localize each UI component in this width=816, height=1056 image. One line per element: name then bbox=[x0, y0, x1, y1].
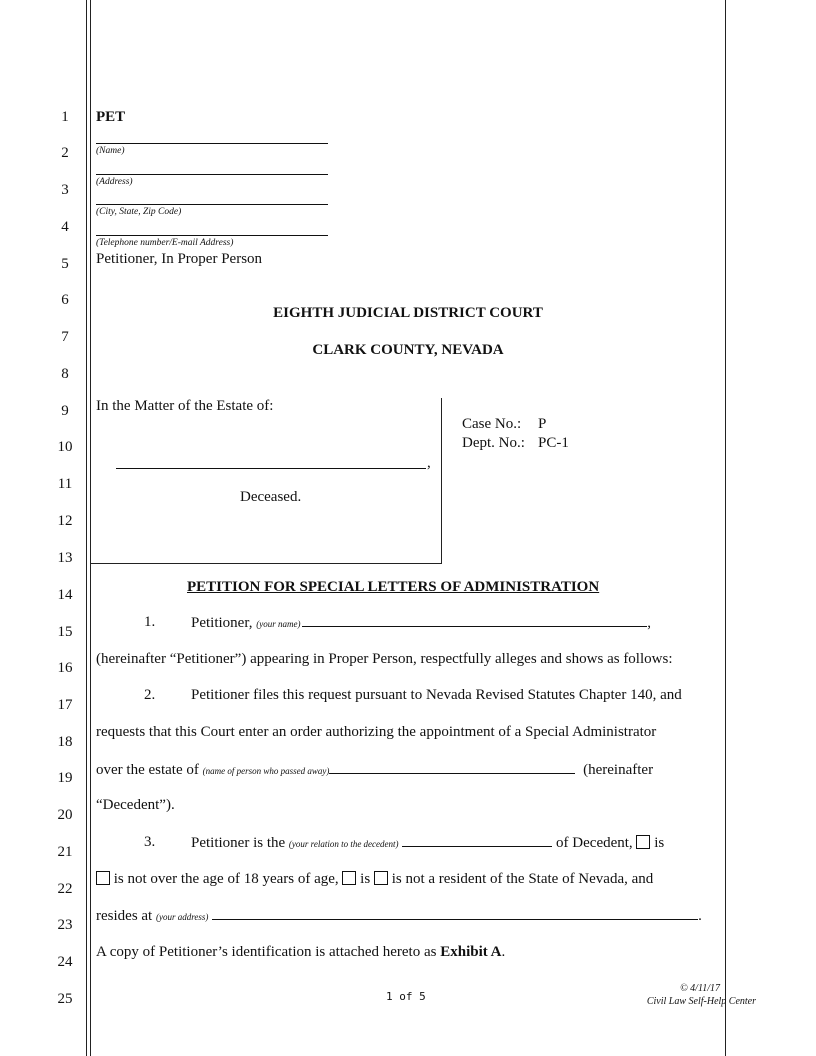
p3-is: is bbox=[654, 835, 665, 851]
p2-hint: (name of person who passed away) bbox=[202, 766, 330, 776]
p2-line3 bbox=[96, 761, 653, 779]
city-label: (City, State, Zip Code) bbox=[96, 207, 182, 217]
line-number: 16 bbox=[57, 660, 73, 676]
line-number: 14 bbox=[57, 587, 73, 603]
court-county: CLARK COUNTY, NEVADA bbox=[312, 342, 504, 358]
line-number: 23 bbox=[57, 917, 73, 933]
line-number: 6 bbox=[61, 292, 69, 308]
p1-continuation: (hereinafter “Petitioner”) appearing in Proper Person, respectfully alleges and shows as follows: bbox=[96, 651, 673, 667]
p3-line1 bbox=[191, 834, 664, 852]
nv-resident-checkbox[interactable] bbox=[342, 871, 356, 885]
caption-bottom-border bbox=[91, 563, 442, 564]
name-label: (Name) bbox=[96, 146, 125, 156]
footer-center: Civil Law Self-Help Center bbox=[646, 996, 756, 1007]
address-label: (Address) bbox=[96, 177, 133, 187]
line-number: 10 bbox=[57, 439, 73, 455]
line-number: 22 bbox=[57, 881, 73, 897]
line-number: 1 bbox=[61, 109, 69, 125]
p3-hint2: (your address) bbox=[155, 912, 209, 922]
p2-line3-b: (hereinafter bbox=[583, 762, 654, 778]
p3-line3 bbox=[96, 907, 702, 925]
line-number: 9 bbox=[61, 403, 69, 419]
caption-right-border bbox=[441, 398, 442, 563]
p2-text: Petitioner files this request pursuant to Nevada Revised Statutes Chapter 140, and bbox=[191, 687, 682, 703]
page-number: 1 of 5 bbox=[386, 990, 426, 1003]
line-number: 20 bbox=[57, 807, 73, 823]
not-over-18-checkbox[interactable] bbox=[96, 871, 110, 885]
p1-hint: (your name) bbox=[256, 619, 301, 629]
petitioner-label: Petitioner, In Proper Person bbox=[96, 251, 263, 267]
over-18-checkbox[interactable] bbox=[636, 835, 650, 849]
line-number: 18 bbox=[57, 734, 73, 750]
p1-text: Petitioner, bbox=[191, 615, 253, 631]
left-margin-rule-2 bbox=[90, 0, 91, 1056]
line-number: 2 bbox=[61, 145, 69, 161]
p3-text: Petitioner is the bbox=[191, 835, 286, 851]
address-line bbox=[96, 174, 328, 175]
pet-label: PET bbox=[96, 109, 126, 125]
line-number: 4 bbox=[61, 219, 69, 235]
line-number: 5 bbox=[61, 256, 69, 272]
p3-line3-a: resides at bbox=[96, 908, 153, 924]
p4-exhibit: Exhibit A bbox=[440, 944, 502, 960]
p3-number: 3. bbox=[144, 834, 156, 850]
decedent-comma: , bbox=[427, 455, 431, 471]
line-number: 21 bbox=[57, 844, 73, 860]
case-no-label: Case No.: bbox=[462, 416, 522, 432]
line-number: 11 bbox=[57, 476, 73, 492]
p4-text: A copy of Petitioner’s identification is attached hereto as bbox=[96, 944, 437, 960]
p2-decedent-field[interactable] bbox=[329, 761, 575, 774]
p3-line3-end: . bbox=[698, 908, 702, 924]
p2-line4: “Decedent”). bbox=[96, 797, 175, 813]
decedent-name-line bbox=[116, 468, 426, 469]
line-number: 19 bbox=[57, 770, 73, 786]
phone-label: (Telephone number/E-mail Address) bbox=[96, 238, 234, 248]
p1-line bbox=[191, 614, 651, 632]
line-number: 3 bbox=[61, 182, 69, 198]
city-line bbox=[96, 204, 328, 205]
line-number: 17 bbox=[57, 697, 73, 713]
p3-line2-a: is not over the age of 18 years of age, bbox=[113, 871, 339, 887]
p3-relation-field[interactable] bbox=[402, 834, 552, 847]
line-number: 15 bbox=[57, 624, 73, 640]
p3-line2-is: is bbox=[360, 871, 371, 887]
dept-no-label: Dept. No.: bbox=[462, 435, 525, 451]
name-line bbox=[96, 143, 328, 144]
line-number: 12 bbox=[57, 513, 73, 529]
p2-line2: requests that this Court enter an order authorizing the appointment of a Special Administrator bbox=[96, 724, 657, 740]
phone-line bbox=[96, 235, 328, 236]
not-nv-resident-checkbox[interactable] bbox=[374, 871, 388, 885]
p3-hint: (your relation to the decedent) bbox=[288, 839, 399, 849]
p1-name-field[interactable] bbox=[302, 614, 647, 627]
line-number: 13 bbox=[57, 550, 73, 566]
p2-line3-a: over the estate of bbox=[96, 762, 199, 778]
p3-line2-b: is not a resident of the State of Nevada, and bbox=[391, 871, 654, 887]
p4-end: . bbox=[501, 944, 506, 960]
p1-end: , bbox=[647, 615, 651, 631]
matter-label: In the Matter of the Estate of: bbox=[96, 398, 274, 414]
footer-date: © 4/11/17 bbox=[680, 983, 720, 994]
petition-title: PETITION FOR SPECIAL LETTERS OF ADMINISTRATION bbox=[187, 579, 600, 595]
p1-number: 1. bbox=[144, 614, 156, 630]
deceased-label: Deceased. bbox=[240, 489, 302, 505]
p2-number: 2. bbox=[144, 687, 156, 703]
left-margin-rule bbox=[86, 0, 87, 1056]
line-number: 25 bbox=[57, 991, 73, 1007]
line-number: 24 bbox=[57, 954, 73, 970]
dept-no-value: PC-1 bbox=[538, 435, 569, 451]
p4-line bbox=[96, 944, 505, 961]
p3-line2 bbox=[96, 871, 653, 888]
line-number: 7 bbox=[61, 329, 69, 345]
line-number: 8 bbox=[61, 366, 69, 382]
case-no-value: P bbox=[538, 416, 547, 432]
court-name: EIGHTH JUDICIAL DISTRICT COURT bbox=[273, 305, 543, 321]
p3-address-field[interactable] bbox=[212, 907, 698, 920]
p3-of: of Decedent, bbox=[556, 835, 633, 851]
right-margin-rule bbox=[725, 0, 726, 1056]
